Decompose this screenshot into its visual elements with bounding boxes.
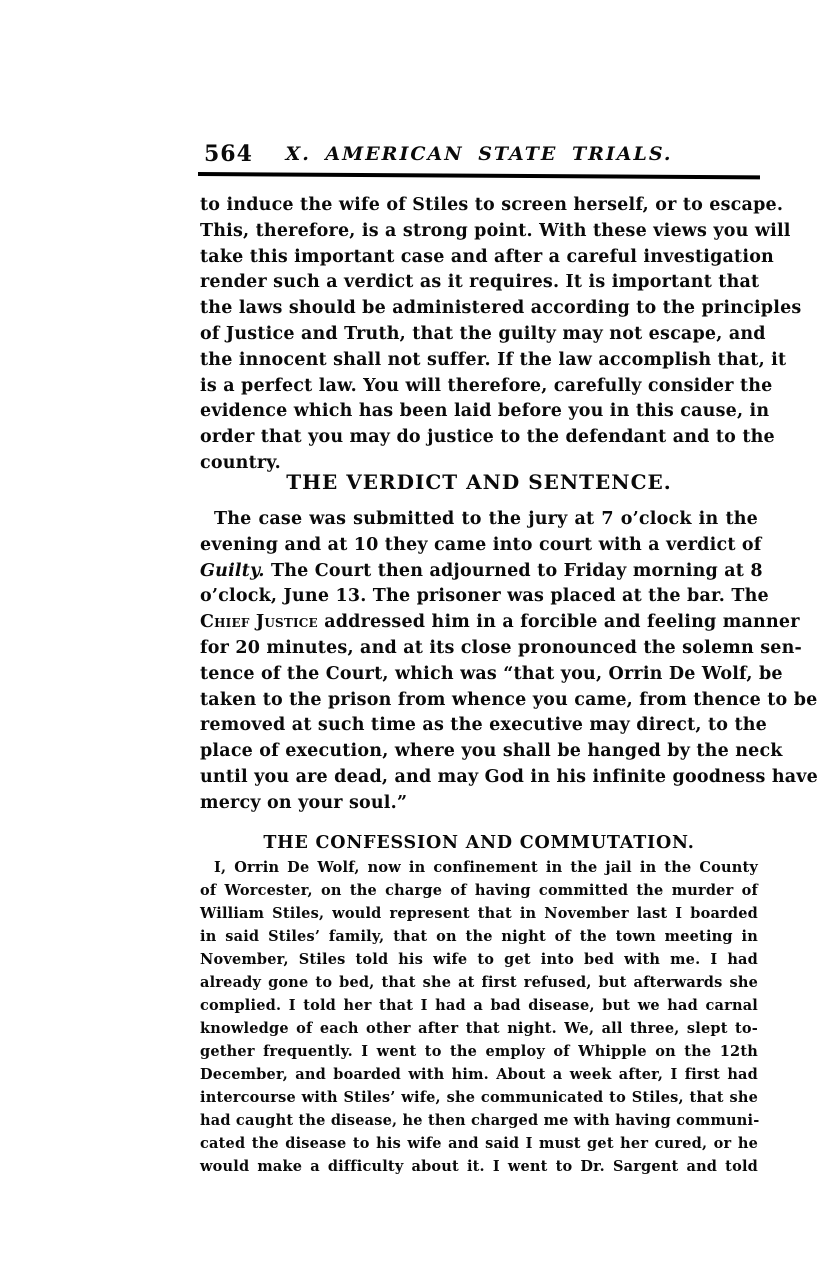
text-line: cated the disease to his wife and said I must get her cured, or he — [200, 1135, 758, 1152]
text-line: place of execution, where you shall be hanged by the neck — [200, 741, 783, 762]
text-line: William Stiles, would represent that in November last I boarded — [200, 905, 758, 922]
text-line: taken to the prison from whence you came, from thence to be — [200, 689, 818, 710]
confession-section-heading: THE CONFESSION AND COMMUTATION. — [263, 833, 695, 853]
text-line: order that you may do justice to the defendant and to the — [200, 427, 775, 448]
verdict-paragraph — [200, 507, 818, 817]
text-line: the innocent shall not suffer. If the law accomplish that, it — [200, 349, 787, 370]
text-line: evidence which has been laid before you in this cause, in — [200, 401, 770, 422]
text-line: evening and at 10 they came into court with a verdict of — [200, 534, 762, 555]
text-line: removed at such time as the executive may direct, to the — [200, 715, 768, 736]
text-line: take this important case and after a careful investigation — [200, 246, 774, 267]
running-title: X. AMERICAN STATE TRIALS. — [285, 143, 673, 165]
text-line: mercy on your soul.” — [200, 792, 408, 813]
text-line: intercourse with Stiles’ wife, she communicated to Stiles, that she — [200, 1089, 758, 1106]
page-number: 564 — [204, 141, 253, 167]
header-rule — [198, 172, 760, 179]
charge-paragraph — [200, 193, 802, 477]
text-line: country. — [200, 452, 281, 473]
italic-word: Guilty. — [200, 560, 265, 581]
text-line: to induce the wife of Stiles to screen herself, or to escape. — [200, 195, 784, 215]
text-line: of Worcester, on the charge of having committed the murder of — [200, 882, 758, 899]
text-line: had caught the disease, he then charged me with having communi- — [200, 1112, 760, 1129]
text-line: already gone to bed, that she at first refused, but afterwards she — [200, 974, 758, 991]
text-line: is a perfect law. You will therefore, carefully consider the — [200, 375, 773, 396]
verdict-section-heading: THE VERDICT AND SENTENCE. — [286, 470, 672, 494]
text-line: I, Orrin De Wolf, now in confinement in the jail in the County — [214, 859, 758, 876]
text-line: This, therefore, is a strong point. With these views you will — [200, 220, 791, 241]
text-line — [200, 559, 763, 585]
text-line: gether frequently. I went to the employ of Whipple on the 12th — [200, 1043, 758, 1060]
smallcaps-name: Chief Justice — [200, 612, 318, 633]
text-line: November, Stiles told his wife to get into bed with me. I had — [200, 951, 758, 968]
text-line: for 20 minutes, and at its close pronounced the solemn sen- — [200, 637, 802, 658]
text-line: of Justice and Truth, that the guilty may not escape, and — [200, 323, 766, 344]
text-segment: addressed him in a forcible and feeling manner — [324, 612, 800, 633]
text-line — [200, 610, 800, 636]
text-line: render such a verdict as it requires. It is important that — [200, 272, 760, 293]
text-line: until you are dead, and may God in his infinite goodness have — [200, 766, 818, 787]
text-line: complied. I told her that I had a bad disease, but we had carnal — [200, 997, 758, 1014]
page-header — [200, 141, 758, 167]
text-segment: The Court then adjourned to Friday morning at 8 — [271, 560, 763, 581]
text-line: December, and boarded with him. About a week after, I first had — [200, 1066, 758, 1083]
text-line: tence of the Court, which was “that you, Orrin De Wolf, be — [200, 663, 783, 684]
text-line: would make a difficulty about it. I went to Dr. Sargent and told — [200, 1158, 758, 1175]
text-line: the laws should be administered according to the principles — [200, 298, 802, 319]
text-line: o’clock, June 13. The prisoner was placed at the bar. The — [200, 586, 769, 607]
text-line: in said Stiles’ family, that on the night of the town meeting in — [200, 928, 758, 945]
text-line: The case was submitted to the jury at 7 o’clock in the — [214, 509, 758, 529]
confession-paragraph — [200, 856, 758, 1178]
text-line: knowledge of each other after that night. We, all three, slept to- — [200, 1020, 758, 1037]
